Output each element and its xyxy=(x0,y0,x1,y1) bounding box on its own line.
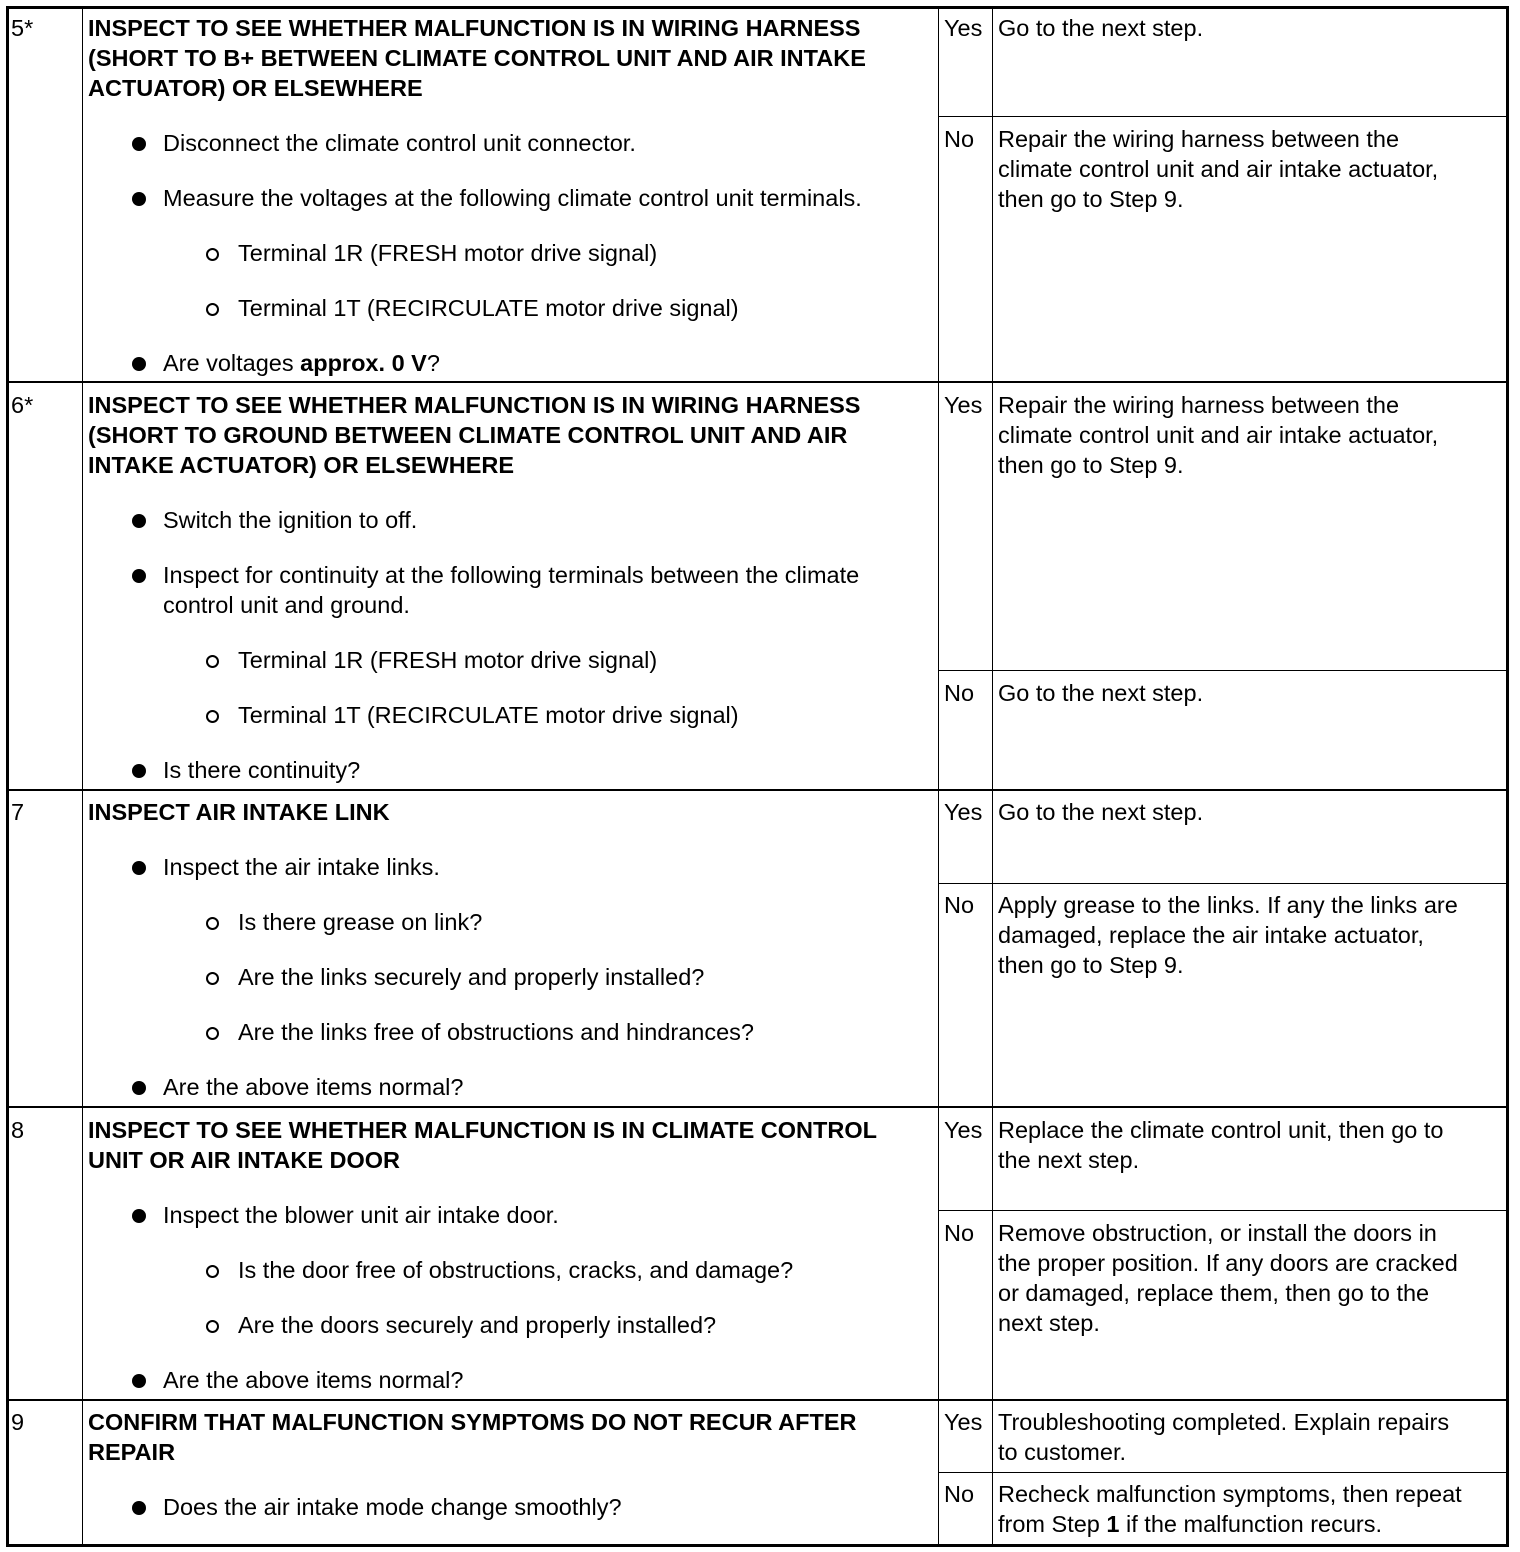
question-text: Are voltages xyxy=(163,350,301,376)
sub-bullet-icon xyxy=(206,972,219,985)
no-action: the proper position. If any doors are cracked xyxy=(998,1250,1458,1276)
no-action: Go to the next step. xyxy=(998,680,1204,706)
no-label: No xyxy=(944,1220,975,1246)
no-action: damaged, replace the air intake actuator, xyxy=(998,922,1424,948)
bullet-icon xyxy=(132,192,146,206)
check-question: Are the above items normal? xyxy=(163,1074,464,1100)
bullet-icon xyxy=(132,1081,146,1095)
bullet-icon xyxy=(132,764,146,778)
sub-item: Terminal 1R (FRESH motor drive signal) xyxy=(238,647,658,673)
yes-action: Troubleshooting completed. Explain repairs xyxy=(998,1409,1450,1435)
step-title-line: INTAKE ACTUATOR) OR ELSEWHERE xyxy=(88,452,515,478)
sub-bullet-icon xyxy=(206,917,219,930)
no-action: climate control unit and air intake actuator, xyxy=(998,156,1439,182)
bullet-icon xyxy=(132,569,146,583)
step-title-line: CONFIRM THAT MALFUNCTION SYMPTOMS DO NOT RECUR AFTER xyxy=(88,1409,857,1435)
sub-item: Are the doors securely and properly installed? xyxy=(238,1312,717,1338)
sub-bullet-icon xyxy=(206,655,219,668)
check-item: Disconnect the climate control unit connector. xyxy=(163,130,636,156)
yes-no-divider xyxy=(938,1472,1508,1473)
sub-bullet-icon xyxy=(206,710,219,723)
bullet-icon xyxy=(132,1209,146,1223)
no-action-text: from Step xyxy=(998,1511,1107,1537)
yes-label: Yes xyxy=(944,392,983,418)
sub-item: Is the door free of obstructions, cracks, and damage? xyxy=(238,1257,794,1283)
yes-action: climate control unit and air intake actuator, xyxy=(998,422,1439,448)
bullet-icon xyxy=(132,861,146,875)
step-title-line: INSPECT AIR INTAKE LINK xyxy=(88,799,390,825)
check-item: Measure the voltages at the following climate control unit terminals. xyxy=(163,185,862,211)
no-action-step: 1 xyxy=(1106,1511,1120,1537)
sub-bullet-icon xyxy=(206,1320,219,1333)
step-number: 9 xyxy=(11,1409,25,1435)
yes-label: Yes xyxy=(944,15,983,41)
question-value: approx. 0 V xyxy=(300,350,427,376)
step-number: 7 xyxy=(11,799,25,825)
no-label: No xyxy=(944,680,975,706)
no-label: No xyxy=(944,1481,975,1507)
no-action: Apply grease to the links. If any the links are xyxy=(998,892,1458,918)
sub-bullet-icon xyxy=(206,303,219,316)
sub-item: Terminal 1T (RECIRCULATE motor drive signal) xyxy=(238,295,739,321)
no-action: then go to Step 9. xyxy=(998,186,1184,212)
step-title-line: UNIT OR AIR INTAKE DOOR xyxy=(88,1147,401,1173)
bullet-icon xyxy=(132,357,146,371)
check-item: Inspect the air intake links. xyxy=(163,854,440,880)
bullet-icon xyxy=(132,1501,146,1515)
column-divider xyxy=(992,8,993,1545)
no-action: then go to Step 9. xyxy=(998,952,1184,978)
sub-item: Are the links securely and properly installed? xyxy=(238,964,705,990)
bullet-icon xyxy=(132,1374,146,1388)
check-item: Switch the ignition to off. xyxy=(163,507,418,533)
no-action: Remove obstruction, or install the doors in xyxy=(998,1220,1437,1246)
yes-action: the next step. xyxy=(998,1147,1140,1173)
check-item: Inspect the blower unit air intake door. xyxy=(163,1202,559,1228)
no-action: or damaged, replace them, then go to the xyxy=(998,1280,1430,1306)
yes-action: Go to the next step. xyxy=(998,15,1204,41)
yes-no-divider xyxy=(938,670,1508,671)
no-action xyxy=(998,1509,1382,1539)
sub-bullet-icon xyxy=(206,1027,219,1040)
row-divider xyxy=(8,381,1508,383)
check-question: Are the above items normal? xyxy=(163,1367,464,1393)
sub-item: Are the links free of obstructions and hindrances? xyxy=(238,1019,754,1045)
yes-action: to customer. xyxy=(998,1439,1126,1465)
yes-no-divider xyxy=(938,1210,1508,1211)
check-item: control unit and ground. xyxy=(163,592,410,618)
column-divider xyxy=(82,8,83,1545)
check-item: Inspect for continuity at the following terminals between the climate xyxy=(163,562,860,588)
check-question: Is there continuity? xyxy=(163,757,361,783)
step-title-line: INSPECT TO SEE WHETHER MALFUNCTION IS IN WIRING HARNESS xyxy=(88,392,861,418)
step-title-line: ACTUATOR) OR ELSEWHERE xyxy=(88,75,423,101)
sub-item: Terminal 1R (FRESH motor drive signal) xyxy=(238,240,658,266)
sub-bullet-icon xyxy=(206,248,219,261)
yes-label: Yes xyxy=(944,799,983,825)
check-question: Does the air intake mode change smoothly? xyxy=(163,1494,622,1520)
sub-bullet-icon xyxy=(206,1265,219,1278)
step-number: 8 xyxy=(11,1117,25,1143)
bullet-icon xyxy=(132,137,146,151)
step-title-line: REPAIR xyxy=(88,1439,176,1465)
step-number: 6* xyxy=(11,392,34,418)
step-title-line: (SHORT TO B+ BETWEEN CLIMATE CONTROL UNIT AND AIR INTAKE xyxy=(88,45,866,71)
yes-no-divider xyxy=(938,116,1508,117)
row-divider xyxy=(8,1399,1508,1401)
no-label: No xyxy=(944,126,975,152)
step-number: 5* xyxy=(11,15,34,41)
no-action: next step. xyxy=(998,1310,1100,1336)
no-action: Repair the wiring harness between the xyxy=(998,126,1400,152)
yes-label: Yes xyxy=(944,1409,983,1435)
yes-no-divider xyxy=(938,883,1508,884)
row-divider xyxy=(8,1106,1508,1108)
no-action-text: if the malfunction recurs. xyxy=(1119,1511,1383,1537)
bullet-icon xyxy=(132,514,146,528)
yes-action: then go to Step 9. xyxy=(998,452,1184,478)
no-label: No xyxy=(944,892,975,918)
row-divider xyxy=(8,789,1508,791)
yes-action: Replace the climate control unit, then go to xyxy=(998,1117,1444,1143)
no-action: Recheck malfunction symptoms, then repeat xyxy=(998,1481,1462,1507)
yes-action: Repair the wiring harness between the xyxy=(998,392,1400,418)
yes-action: Go to the next step. xyxy=(998,799,1204,825)
check-question xyxy=(163,348,440,378)
column-divider xyxy=(938,8,939,1545)
step-title-line: INSPECT TO SEE WHETHER MALFUNCTION IS IN CLIMATE CONTROL xyxy=(88,1117,877,1143)
step-title-line: INSPECT TO SEE WHETHER MALFUNCTION IS IN WIRING HARNESS xyxy=(88,15,861,41)
yes-label: Yes xyxy=(944,1117,983,1143)
sub-item: Is there grease on link? xyxy=(238,909,483,935)
sub-item: Terminal 1T (RECIRCULATE motor drive signal) xyxy=(238,702,739,728)
question-end: ? xyxy=(426,350,440,376)
step-title-line: (SHORT TO GROUND BETWEEN CLIMATE CONTROL UNIT AND AIR xyxy=(88,422,848,448)
